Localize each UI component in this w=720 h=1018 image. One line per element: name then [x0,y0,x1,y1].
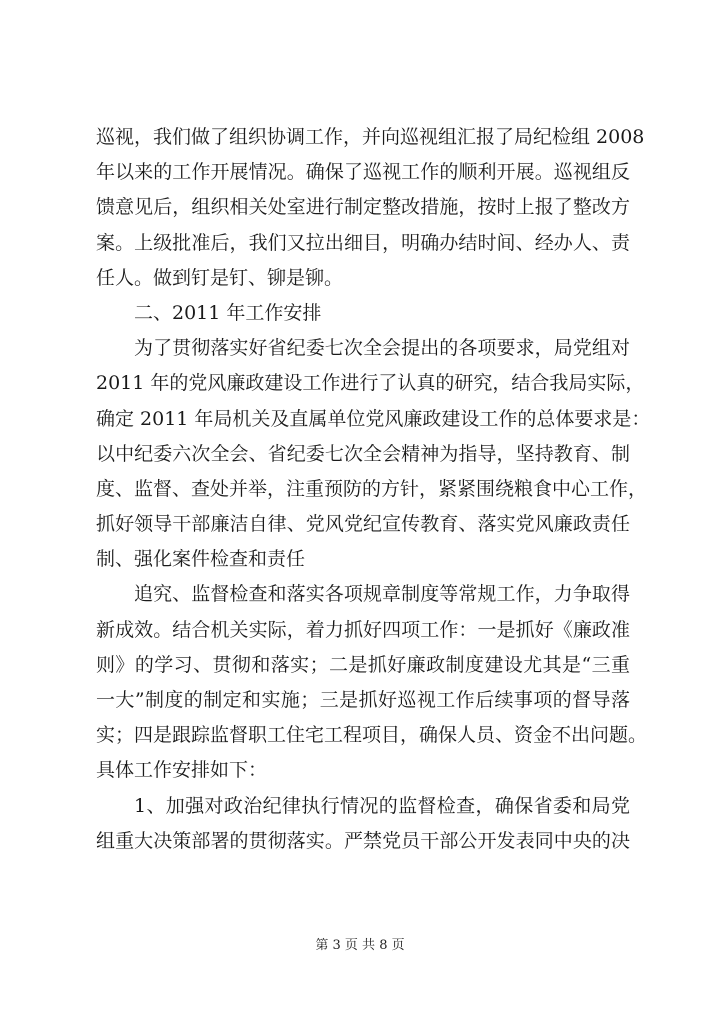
text-line: 制、强化案件检查和责任 [96,548,306,571]
text-line: 则》的学习、贯彻和落实；二是抓好廉政制度建设尤其是“三重 [96,653,630,676]
text-line: 2011 年的党风廉政建设工作进行了认真的研究，结合我局实际， [96,372,645,395]
text-line: 1、加强对政治纪律执行情况的监督检查，确保省委和局党 [134,794,630,817]
text-line: 任人。做到钉是钉、铆是铆。 [96,266,344,289]
text-line: 以中纪委六次全会、省纪委七次全会精神为指导，坚持教育、制 [96,442,630,465]
text-line: 为了贯彻落实好省纪委七次全会提出的各项要求，局党组对 [134,337,630,360]
section-heading: 二、2011 年工作安排 [134,301,322,324]
text-line: 馈意见后，组织相关处室进行制定整改措施，按时上报了整改方 [96,196,630,219]
text-line: 追究、监督检查和落实各项规章制度等常规工作，力争取得 [134,583,630,606]
text-line: 案。上级批准后，我们又拉出细目，明确办结时间、经办人、责 [96,231,630,254]
text-line: 实；四是跟踪监督职工住宅工程项目，确保人员、资金不出问题。 [96,724,648,747]
page-footer [0,937,720,955]
text-line: 确定 2011 年局机关及直属单位党风廉政建设工作的总体要求是： [96,407,651,430]
text-line: 一大”制度的制定和实施；三是抓好巡视工作后续事项的督导落 [96,689,630,711]
text-line: 年以来的工作开展情况。确保了巡视工作的顺利开展。巡视组反 [96,161,630,184]
text-line: 抓好领导干部廉洁自律、党风党纪宣传教育、落实党风廉政责任 [96,513,630,536]
text-line: 度、监督、查处并举，注重预防的方针，紧紧围绕粮食中心工作， [96,477,648,500]
text-line: 具体工作安排如下： [96,759,268,782]
page-number: 第 3 页 共 8 页 [315,938,405,953]
text-line: 组重大决策部署的贯彻落实。严禁党员干部公开发表同中央的决 [96,829,630,852]
text-line: 巡视，我们做了组织协调工作，并向巡视组汇报了局纪检组 2008 [96,126,645,148]
body-text [96,120,651,859]
text-line: 新成效。结合机关实际，着力抓好四项工作：一是抓好《廉政准 [96,618,630,641]
